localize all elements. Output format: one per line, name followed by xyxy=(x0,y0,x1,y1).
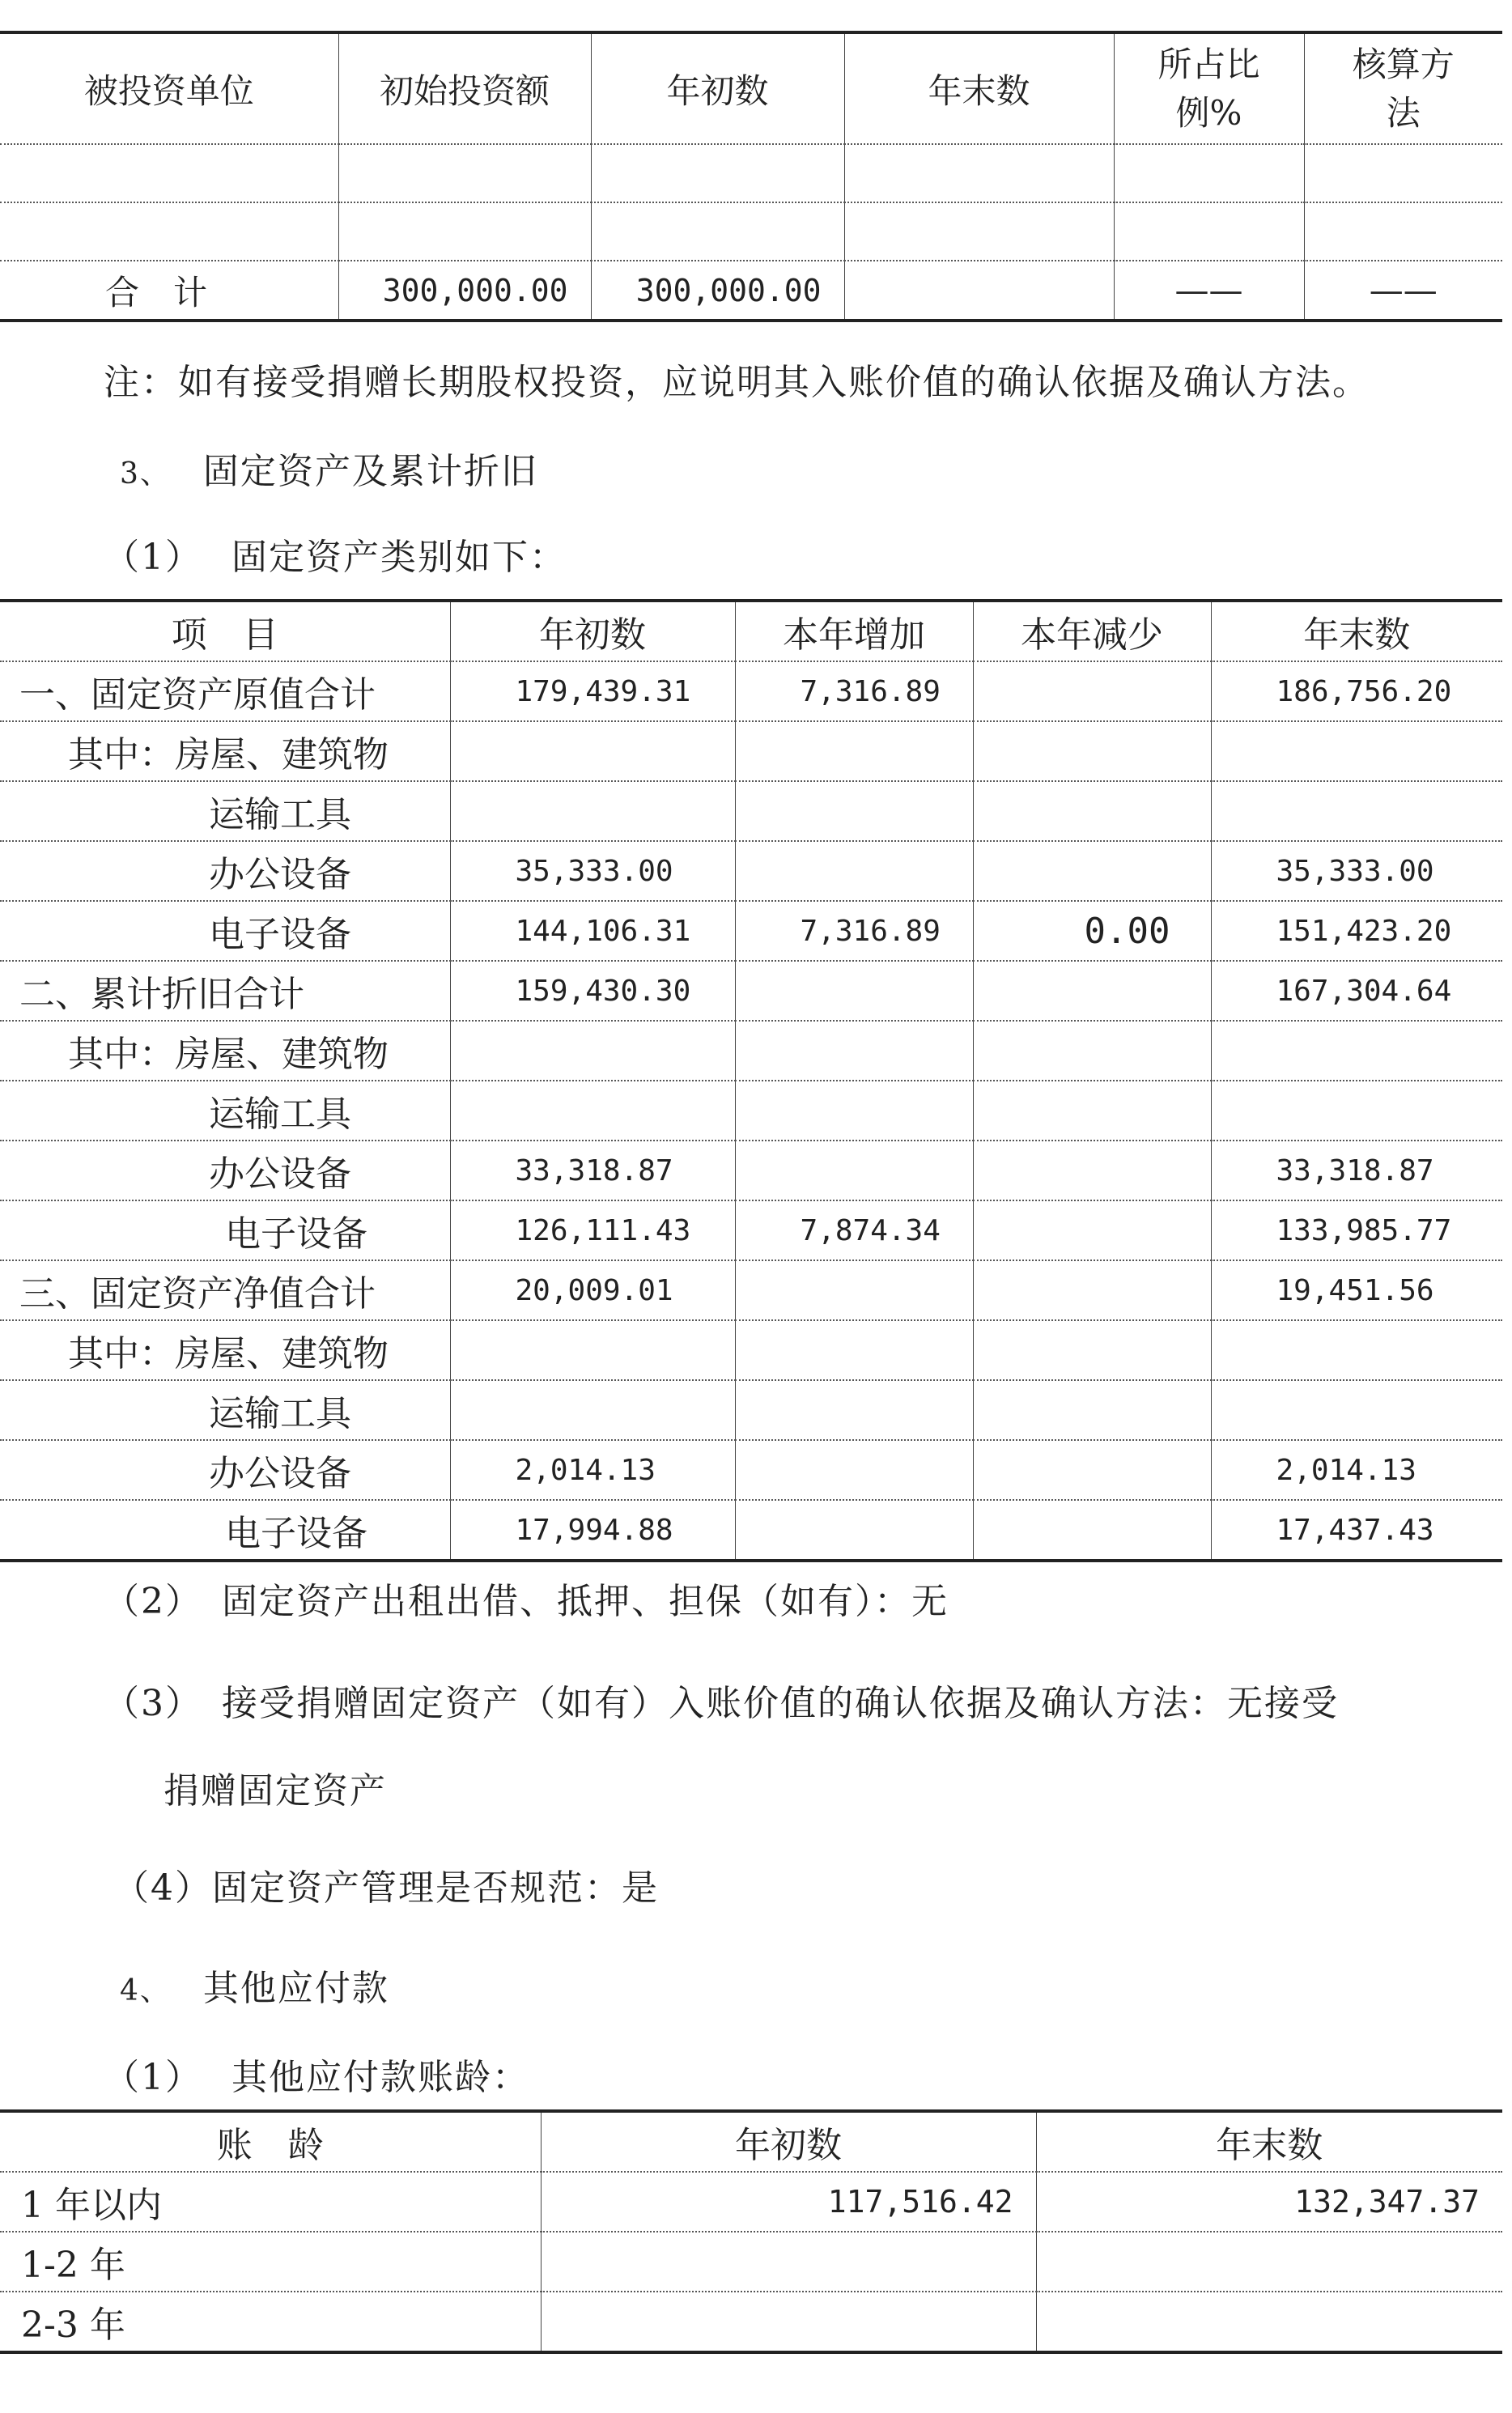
add-value xyxy=(735,1141,973,1200)
header-ratio xyxy=(1114,32,1304,144)
header-begin: 年初数 xyxy=(591,32,844,144)
begin-value: 159,430.30 xyxy=(450,961,735,1021)
end-value: 19,451.56 xyxy=(1276,1273,1434,1307)
total-method: —— xyxy=(1369,270,1438,310)
add-value: 7,316.89 xyxy=(735,661,973,721)
age-label: 1-2 年 xyxy=(0,2232,541,2292)
begin-value xyxy=(450,781,735,841)
begin-value: 17,994.88 xyxy=(450,1500,735,1561)
table-row xyxy=(0,1021,1502,1081)
subsection-1-heading xyxy=(104,528,567,580)
paragraph-3-line2: 捐赠固定资产 xyxy=(164,1770,387,1812)
paragraph-2: （2） 固定资产出租出借、抵押、担保（如有）：无 xyxy=(104,1581,949,1622)
end-value xyxy=(1211,1021,1502,1081)
begin-value xyxy=(450,1021,735,1081)
add-value xyxy=(735,1440,973,1500)
add-value xyxy=(735,1380,973,1440)
section-4-title: 其他应付款 xyxy=(202,1968,389,2009)
add-value xyxy=(735,1081,973,1141)
subsection-4-1-title: 其他应付款账龄： xyxy=(231,2057,529,2098)
table-row xyxy=(0,1500,1502,1561)
section-3-title: 固定资产及累计折旧 xyxy=(202,451,538,492)
add-value: 7,316.89 xyxy=(735,901,973,961)
header-method-line1: 核算方 xyxy=(1352,44,1455,84)
item-label: 其中：房屋、建筑物 xyxy=(0,721,450,781)
header-end: 年末数 xyxy=(1216,2125,1323,2166)
end-value: 35,333.00 xyxy=(1276,854,1434,888)
begin-value: 35,333.00 xyxy=(450,841,735,901)
item-label: 电子设备 xyxy=(0,901,450,961)
table-row xyxy=(0,1320,1502,1380)
header-begin: 年初数 xyxy=(541,2111,1036,2172)
end-value: 167,304.64 xyxy=(1276,974,1452,1008)
header-item: 项 目 xyxy=(0,601,450,661)
minus-value xyxy=(973,1021,1211,1081)
minus-value xyxy=(973,1260,1211,1320)
add-value xyxy=(735,1260,973,1320)
add-value xyxy=(735,721,973,781)
item-label: 运输工具 xyxy=(0,1081,450,1141)
minus-value xyxy=(973,1440,1211,1500)
end-value xyxy=(1211,721,1502,781)
add-value xyxy=(735,1320,973,1380)
header-end: 年末数 xyxy=(844,32,1114,144)
add-value: 7,874.34 xyxy=(735,1200,973,1260)
section-4-number: 4、 xyxy=(120,1974,171,2007)
header-investee: 被投资单位 xyxy=(0,32,338,144)
minus-value xyxy=(973,1200,1211,1260)
header-initial-investment: 初始投资额 xyxy=(338,32,591,144)
table-row xyxy=(0,2172,1502,2232)
begin-value xyxy=(450,721,735,781)
total-initial: 300,000.00 xyxy=(338,261,591,321)
table-row xyxy=(0,1260,1502,1320)
minus-value xyxy=(973,1141,1211,1200)
end-value xyxy=(1036,2292,1502,2352)
paragraph-3-line1: （3） 接受捐赠固定资产（如有）入账价值的确认依据及确认方法：无接受 xyxy=(104,1683,1339,1724)
add-value xyxy=(735,841,973,901)
equity-investment-table xyxy=(0,31,1502,322)
minus-value xyxy=(973,1081,1211,1141)
begin-value xyxy=(541,2232,1036,2292)
total-ratio: —— xyxy=(1114,261,1304,321)
minus-value xyxy=(973,961,1211,1021)
minus-value xyxy=(973,1380,1211,1440)
begin-value: 144,106.31 xyxy=(450,901,735,961)
header-end: 年末数 xyxy=(1303,614,1411,656)
header-ratio-line1: 所占比 xyxy=(1157,44,1260,84)
table-row xyxy=(0,901,1502,961)
item-label: 三、固定资产净值合计 xyxy=(0,1260,450,1320)
end-value: 186,756.20 xyxy=(1276,674,1452,708)
add-value xyxy=(735,1021,973,1081)
end-value: 2,014.13 xyxy=(1276,1453,1416,1487)
table-row xyxy=(0,1440,1502,1500)
fixed-assets-table xyxy=(0,599,1502,1562)
total-label: 合 计 xyxy=(0,261,338,321)
minus-value xyxy=(973,841,1211,901)
aging-rows xyxy=(0,2172,1502,2352)
header-age: 账 龄 xyxy=(0,2111,541,2172)
minus-value xyxy=(973,1320,1211,1380)
minus-value xyxy=(973,781,1211,841)
item-label: 运输工具 xyxy=(0,1380,450,1440)
minus-value xyxy=(973,661,1211,721)
item-label: 其中：房屋、建筑物 xyxy=(0,1021,450,1081)
item-label: 电子设备 xyxy=(0,1200,450,1260)
end-value xyxy=(1211,1320,1502,1380)
item-label: 办公设备 xyxy=(0,1141,450,1200)
table-row xyxy=(0,1200,1502,1260)
table-row xyxy=(0,721,1502,781)
subsection-1-number: （1） xyxy=(104,537,202,578)
begin-value xyxy=(541,2292,1036,2352)
end-value: 133,985.77 xyxy=(1276,1213,1452,1247)
section-4-heading xyxy=(120,1959,389,2011)
table-row xyxy=(0,2232,1502,2292)
add-value xyxy=(735,1500,973,1561)
end-value xyxy=(1211,1081,1502,1141)
item-label: 运输工具 xyxy=(0,781,450,841)
end-value xyxy=(1211,781,1502,841)
table-row xyxy=(0,1081,1502,1141)
other-payables-aging-table xyxy=(0,2109,1502,2354)
subsection-4-1-number: （1） xyxy=(104,2057,202,2098)
age-label: 1 年以内 xyxy=(0,2172,541,2232)
note-text: 注：如有接受捐赠长期股权投资，应说明其入账价值的确认依据及确认方法。 xyxy=(104,362,1370,403)
item-label: 电子设备 xyxy=(0,1500,450,1561)
table-row xyxy=(0,961,1502,1021)
add-value xyxy=(735,781,973,841)
begin-value: 33,318.87 xyxy=(450,1141,735,1200)
header-method xyxy=(1304,32,1502,144)
minus-value xyxy=(973,721,1211,781)
begin-value xyxy=(450,1320,735,1380)
subsection-1-title: 固定资产类别如下： xyxy=(231,537,567,578)
table-row xyxy=(0,781,1502,841)
table-row xyxy=(0,202,1502,261)
minus-value xyxy=(973,1500,1211,1561)
table-row xyxy=(0,144,1502,202)
subsection-4-1-heading xyxy=(104,2048,529,2100)
begin-value: 126,111.43 xyxy=(450,1200,735,1260)
table-row-total xyxy=(0,261,1502,321)
end-value: 17,437.43 xyxy=(1276,1513,1434,1547)
item-label: 二、累计折旧合计 xyxy=(0,961,450,1021)
total-end xyxy=(844,261,1114,321)
header-begin: 年初数 xyxy=(450,601,735,661)
item-label: 办公设备 xyxy=(0,841,450,901)
total-begin: 300,000.00 xyxy=(591,261,844,321)
begin-value: 179,439.31 xyxy=(450,661,735,721)
item-label: 一、固定资产原值合计 xyxy=(0,661,450,721)
end-value: 151,423.20 xyxy=(1276,914,1452,948)
begin-value xyxy=(450,1380,735,1440)
begin-value xyxy=(450,1081,735,1141)
paragraph-4: （4）固定资产管理是否规范：是 xyxy=(113,1867,659,1909)
header-minus: 本年减少 xyxy=(973,601,1211,661)
header-ratio-line2: 例% xyxy=(1175,92,1242,133)
table-row xyxy=(0,661,1502,721)
add-value xyxy=(735,961,973,1021)
end-value xyxy=(1036,2232,1502,2292)
section-3-number: 3、 xyxy=(120,457,171,491)
table-row xyxy=(0,1141,1502,1200)
begin-value: 117,516.42 xyxy=(541,2172,1036,2232)
begin-value: 2,014.13 xyxy=(450,1440,735,1500)
header-add: 本年增加 xyxy=(735,601,973,661)
header-method-line2: 法 xyxy=(1386,92,1421,133)
end-value xyxy=(1211,1380,1502,1440)
table-row xyxy=(0,2292,1502,2352)
end-value: 33,318.87 xyxy=(1276,1153,1434,1187)
begin-value: 20,009.01 xyxy=(450,1260,735,1320)
end-value: 132,347.37 xyxy=(1294,2184,1480,2220)
table-row xyxy=(0,1380,1502,1440)
item-label: 其中：房屋、建筑物 xyxy=(0,1320,450,1380)
minus-value: 0.00 xyxy=(973,901,1211,961)
item-label: 办公设备 xyxy=(0,1440,450,1500)
table-row xyxy=(0,841,1502,901)
fixed-assets-rows xyxy=(0,661,1502,1561)
section-3-heading xyxy=(120,442,538,494)
age-label: 2-3 年 xyxy=(0,2292,541,2352)
